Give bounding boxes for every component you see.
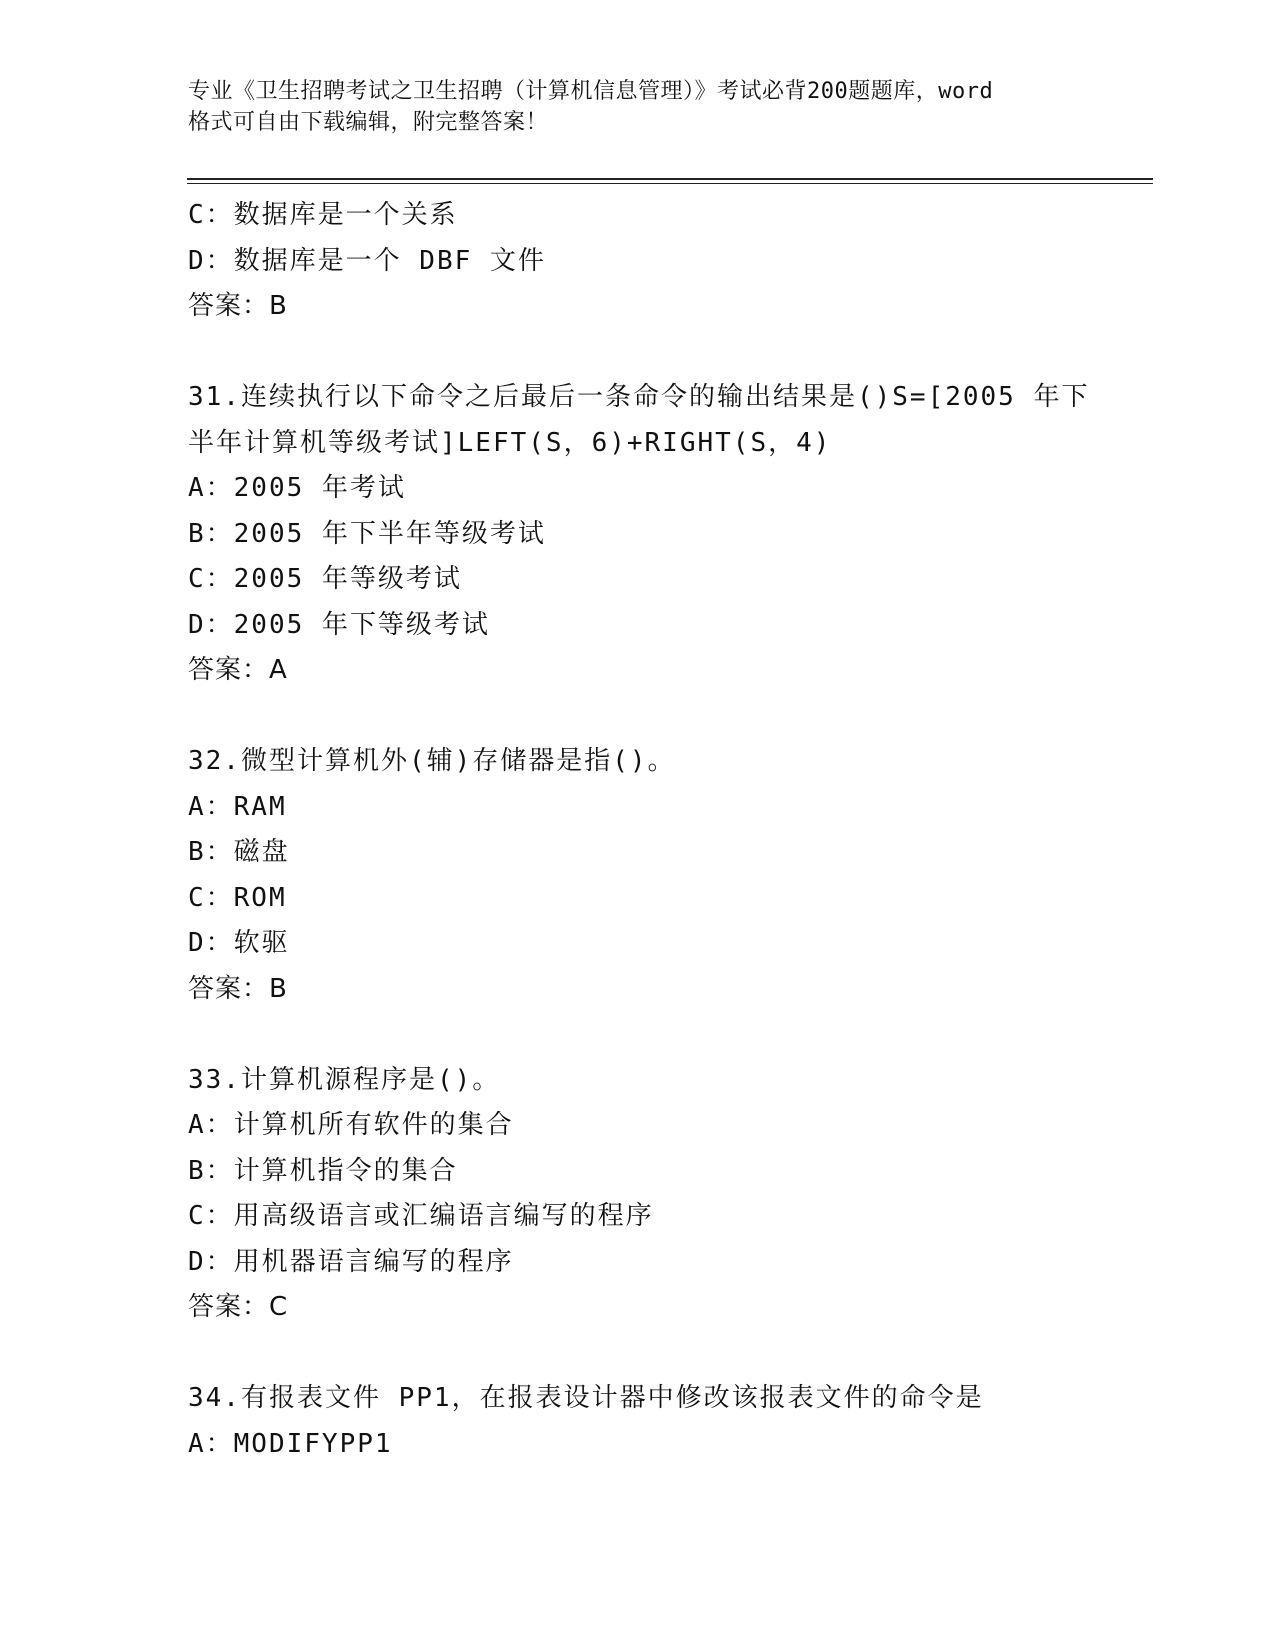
header-line-1: 专业《卫生招聘考试之卫生招聘（计算机信息管理）》考试必背200题题库，word (188, 79, 994, 104)
spacer (188, 330, 1148, 376)
spacer (188, 1012, 1148, 1058)
spacer (188, 1331, 1148, 1377)
header-rule-thin (187, 183, 1153, 184)
question-list (188, 193, 1148, 1467)
question-text-line-1: 33.计算机源程序是()。 (188, 1064, 501, 1095)
option-c: C：ROM (188, 882, 287, 913)
option-a: A：计算机所有软件的集合 (188, 1110, 514, 1140)
option-b: B：磁盘 (188, 837, 290, 867)
header-rule-thick (187, 178, 1153, 180)
question-text-line-1: 32.微型计算机外(辅)存储器是指()。 (188, 746, 676, 776)
question-text-line-1: 34.有报表文件 PP1，在报表设计器中修改该报表文件的命令是 (188, 1383, 984, 1413)
option-a: A：RAM (188, 791, 287, 822)
document-header (188, 76, 1088, 138)
question-text-line-1: 31.连续执行以下命令之后最后一条命令的输出结果是()S=[2005 年下 (188, 382, 1090, 412)
option-a: A：MODIFYPP1 (188, 1428, 393, 1459)
question-text-line-2: 半年计算机等级考试]LEFT(S，6)+RIGHT(S，4) (188, 427, 832, 458)
option-d: D：数据库是一个 DBF 文件 (188, 245, 546, 276)
spacer (188, 694, 1148, 740)
option-b: B：2005 年下半年等级考试 (188, 518, 546, 549)
option-a: A：2005 年考试 (188, 473, 406, 503)
option-c: C：数据库是一个关系 (188, 200, 458, 230)
question-block-34 (188, 1376, 1148, 1467)
question-block-32 (188, 739, 1148, 1012)
option-d: D：2005 年下等级考试 (188, 609, 490, 640)
option-c: C：用高级语言或汇编语言编写的程序 (188, 1201, 654, 1231)
option-d: D：软驱 (188, 928, 290, 958)
answer-line: 答案：C (188, 1292, 289, 1322)
option-d: D：用机器语言编写的程序 (188, 1246, 514, 1277)
option-b: B：计算机指令的集合 (188, 1155, 458, 1186)
answer-line: 答案：A (188, 655, 288, 685)
question-block-31 (188, 375, 1148, 694)
option-c: C：2005 年等级考试 (188, 564, 462, 594)
header-line-2: 格式可自由下载编辑，附完整答案！ (188, 110, 549, 135)
question-block-30 (188, 193, 1148, 330)
answer-line: 答案：B (188, 973, 288, 1004)
answer-line: 答案：B (188, 291, 288, 321)
question-block-33 (188, 1058, 1148, 1331)
